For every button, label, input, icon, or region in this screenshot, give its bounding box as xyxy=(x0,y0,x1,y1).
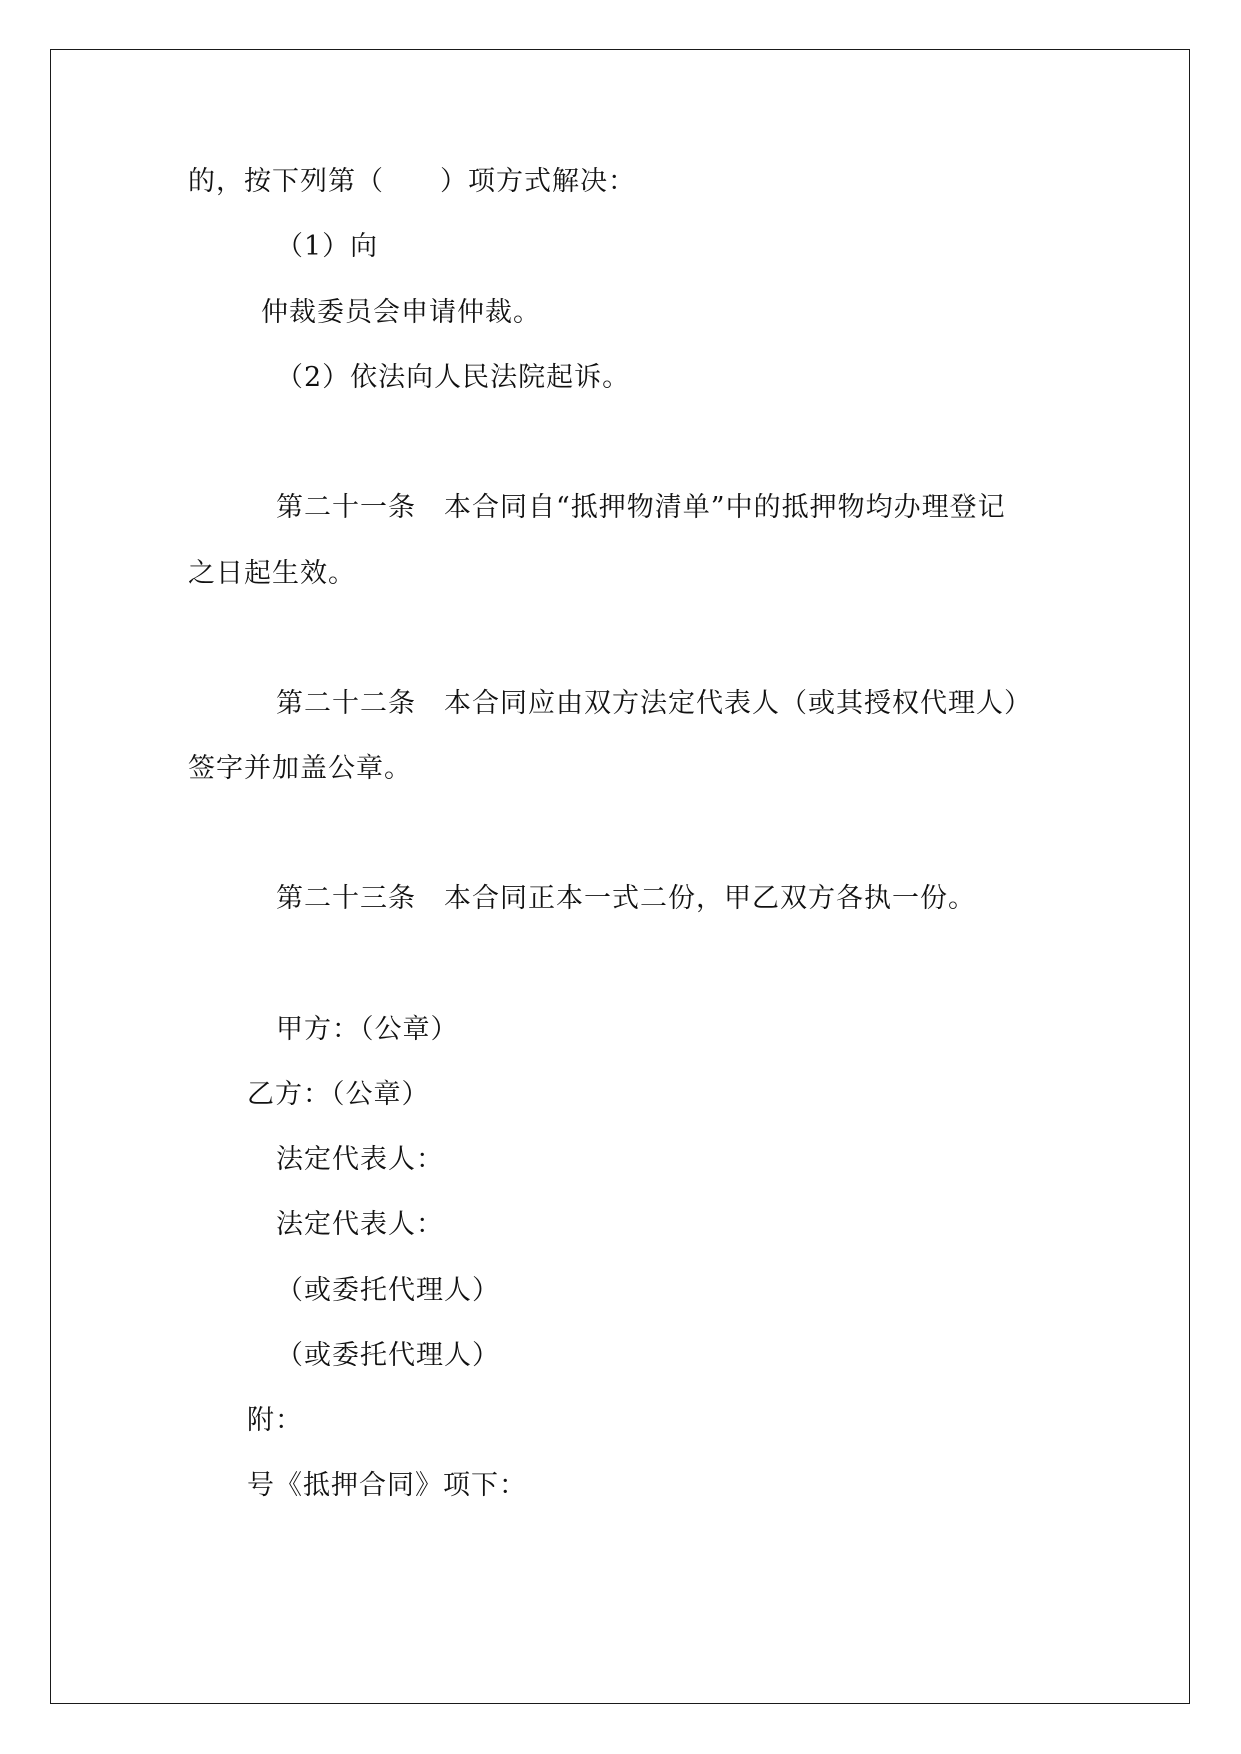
text-line-settlement-intro: 的，按下列第（ ）项方式解决： xyxy=(188,166,636,197)
article-22-line-2: 签字并加盖公章。 xyxy=(188,753,412,784)
text-line-option-1: （1）向 xyxy=(276,231,379,262)
party-a-seal: 甲方：（公章） xyxy=(276,1014,459,1045)
article-23-line: 第二十三条 本合同正本一式二份，甲乙双方各执一份。 xyxy=(276,883,976,914)
legal-representative-a: 法定代表人： xyxy=(276,1144,444,1175)
party-b-seal: 乙方：（公章） xyxy=(247,1079,430,1110)
article-21-line-1: 第二十一条 本合同自“抵押物清单”中的抵押物均办理登记 xyxy=(276,492,1006,523)
page-border xyxy=(50,49,1190,1704)
appendix-label: 附： xyxy=(247,1405,303,1436)
authorized-agent-a: （或委托代理人） xyxy=(276,1275,500,1306)
text-line-option-2: （2）依法向人民法院起诉。 xyxy=(276,362,631,393)
legal-representative-b: 法定代表人： xyxy=(276,1209,444,1240)
article-21-line-2: 之日起生效。 xyxy=(188,558,356,589)
article-22-line-1: 第二十二条 本合同应由双方法定代表人（或其授权代理人） xyxy=(276,688,1032,719)
text-line-arbitration: 仲裁委员会申请仲裁。 xyxy=(261,297,541,328)
mortgage-contract-reference: 号《抵押合同》项下： xyxy=(247,1470,527,1501)
authorized-agent-b: （或委托代理人） xyxy=(276,1340,500,1371)
